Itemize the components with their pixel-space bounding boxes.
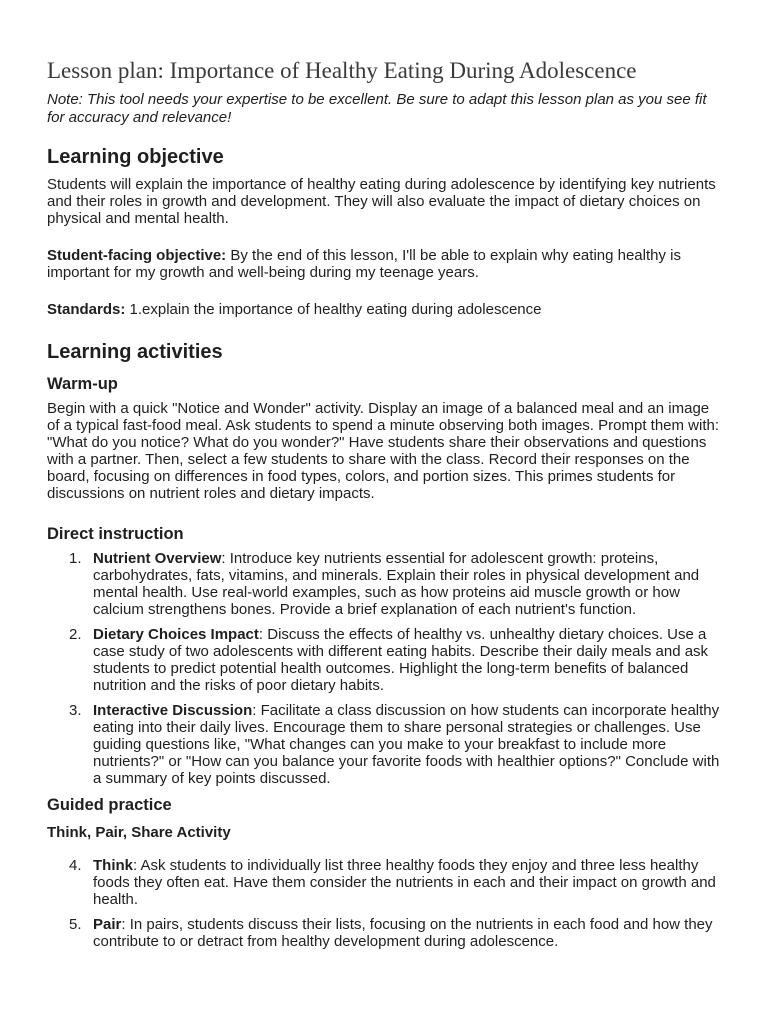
student-facing-text: By the end of this lesson, I'll be able to explain why eating healthy is important for my growth and well-being during my teenage years. <box>47 247 681 281</box>
guided-practice-heading: Guided practice <box>47 796 172 814</box>
standards <box>47 301 722 318</box>
student-facing-label: Student-facing objective: <box>47 247 227 264</box>
direct-instruction-list <box>47 550 722 787</box>
standards-label: Standards: <box>47 301 126 318</box>
list-item-text: : Discuss the effects of healthy vs. unhealthy dietary choices. Use a case study of two adolescents with different eating habits. Describe their daily meals and ask students to predict potential health outcomes. Highlight the long-term benefits of balanced nutrition and the risks of poor dietary habits. <box>93 626 709 694</box>
list-item <box>47 550 722 618</box>
list-item-label: Think <box>93 857 133 874</box>
list-item-text: : Ask students to individually list three healthy foods they enjoy and three less healthy foods they often eat. Have them consider the nutrients in each and their impact on growth and health. <box>93 857 716 908</box>
list-item <box>47 626 722 694</box>
adapt-note: Note: This tool needs your expertise to be excellent. Be sure to adapt this lesson plan as you see fit for accuracy and relevance! <box>47 91 707 126</box>
list-item-number: 2. <box>69 626 82 643</box>
learning-objective-body: Students will explain the importance of healthy eating during adolescence by identifying key nutrients and their roles in growth and development. They will also evaluate the impact of dietary choices on physical and mental health. <box>47 176 716 227</box>
standards-text: 1.explain the importance of healthy eating during adolescence <box>125 301 542 318</box>
list-item-number: 4. <box>69 857 82 874</box>
list-item <box>47 916 722 950</box>
think-pair-share-title: Think, Pair, Share Activity <box>47 824 231 841</box>
learning-objective-heading: Learning objective <box>47 146 224 168</box>
list-item <box>47 857 722 908</box>
list-item-text: : Facilitate a class discussion on how students can incorporate healthy eating into their daily lives. Encourage them to share personal strategies or challenges. Use guiding questions like, "What changes can you make to your breakfast to include more nutrients?" or "How can you balance your favorite foods with healthier options?" Conclude with a summary of key points discussed. <box>93 702 720 787</box>
list-item-label: Pair <box>93 916 122 933</box>
list-item-number: 3. <box>69 702 82 719</box>
warmup-body: Begin with a quick "Notice and Wonder" activity. Display an image of a balanced meal and an image of a typical fast-food meal. Ask students to spend a minute observing both images. Prompt them with: "What do you notice? What do you wonder?" Have students share their observations and questions with a partner. Then, select a few students to share with the class. Record their responses on the board, focusing on differences in food types, colors, and portion sizes. This primes students for discussions on nutrient roles and dietary impacts. <box>47 400 720 502</box>
direct-instruction-heading: Direct instruction <box>47 525 184 543</box>
list-item-number: 1. <box>69 550 82 567</box>
warmup-heading: Warm-up <box>47 375 118 393</box>
learning-activities-heading: Learning activities <box>47 341 223 363</box>
list-item-text: : Introduce key nutrients essential for adolescent growth: proteins, carbohydrates, fats, vitamins, and minerals. Explain their roles in physical development and mental health. Use real-world examples, such as how proteins aid muscle growth or how calcium strengthens bones. Provide a brief explanation of each nutrient's function. <box>93 550 700 618</box>
list-item-number: 5. <box>69 916 82 933</box>
list-item-label: Nutrient Overview <box>93 550 222 567</box>
list-item-text: : In pairs, students discuss their lists, focusing on the nutrients in each food and how they contribute to or detract from healthy development during adolescence. <box>93 916 713 950</box>
list-item-label: Dietary Choices Impact <box>93 626 259 643</box>
list-item <box>47 702 722 787</box>
list-item-label: Interactive Discussion <box>93 702 253 719</box>
student-facing-objective <box>47 247 722 281</box>
page-title: Lesson plan: Importance of Healthy Eating During Adolescence <box>47 58 637 83</box>
guided-practice-list <box>47 857 722 950</box>
